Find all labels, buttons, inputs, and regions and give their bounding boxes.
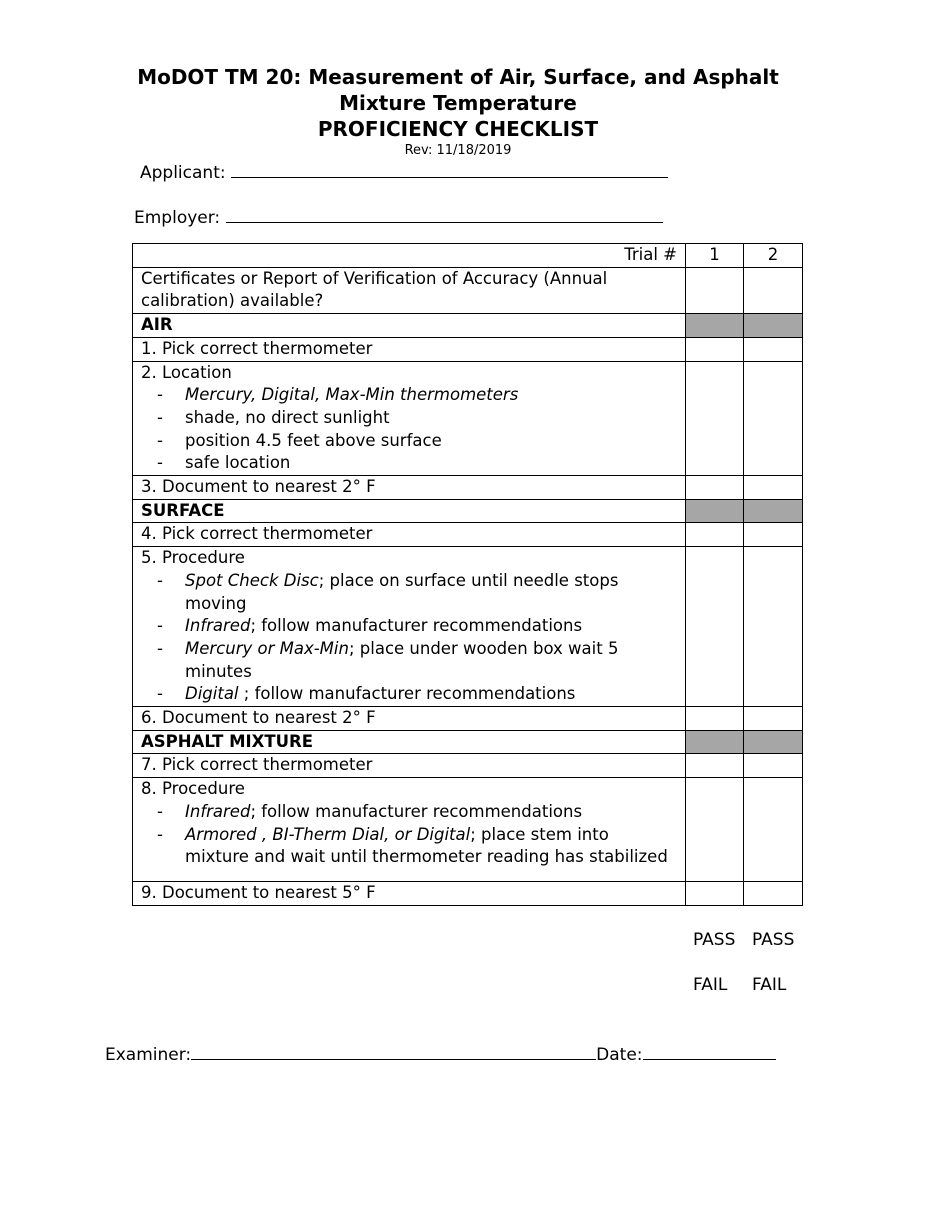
trial-1-check-cell[interactable] <box>686 754 744 778</box>
sub-item-method: Spot Check Disc <box>185 570 319 590</box>
item-label: 5. Procedure <box>141 548 245 568</box>
sub-item <box>141 407 677 430</box>
sub-item-method: Armored , BI-Therm Dial, or Digital <box>185 824 471 844</box>
trial-1-check-cell[interactable] <box>686 476 744 500</box>
trial-2-check-cell[interactable] <box>744 778 803 882</box>
sub-item <box>141 615 677 638</box>
trial-2-header: 2 <box>744 244 803 268</box>
proficiency-checklist-table <box>132 243 803 906</box>
sub-item <box>141 430 677 453</box>
trial-2-check-cell[interactable] <box>744 267 803 313</box>
dash-bullet: - <box>157 684 163 704</box>
section-heading-surface: SURFACE <box>133 499 686 523</box>
applicant-label: Applicant: <box>140 163 226 183</box>
checklist-item-5 <box>133 547 686 707</box>
document-title-line2: Mixture Temperature <box>339 91 577 115</box>
shaded-cell <box>686 730 744 754</box>
employer-label: Employer: <box>134 208 221 228</box>
examiner-label: Examiner: <box>105 1045 192 1065</box>
dash-bullet: - <box>157 430 163 450</box>
shaded-cell <box>686 314 744 338</box>
dash-bullet: - <box>157 824 163 844</box>
fail-option-trial-1[interactable]: FAIL <box>693 975 728 995</box>
sub-item-text: ; place under wooden box wait 5 minutes <box>185 638 619 681</box>
pass-option-trial-2[interactable]: PASS <box>752 930 795 950</box>
trial-2-check-cell[interactable] <box>744 881 803 905</box>
sub-item <box>141 801 677 824</box>
trial-2-check-cell[interactable] <box>744 476 803 500</box>
checklist-item-3: 3. Document to nearest 2° F <box>133 476 686 500</box>
dash-bullet: - <box>157 801 163 821</box>
shaded-cell <box>744 499 803 523</box>
trial-1-check-cell[interactable] <box>686 267 744 313</box>
sub-item-text: ; follow manufacturer recommendations <box>250 801 583 821</box>
checklist-heading: PROFICIENCY CHECKLIST <box>317 117 599 141</box>
item-label: 2. Location <box>141 362 232 382</box>
section-row <box>133 730 803 754</box>
trial-2-check-cell[interactable] <box>744 547 803 707</box>
sub-item-text: ; place stem into mixture and wait until thermometer reading has stabilized <box>185 824 668 867</box>
trial-1-check-cell[interactable] <box>686 361 744 476</box>
trial-1-check-cell[interactable] <box>686 523 744 547</box>
sub-item-text: position 4.5 feet above surface <box>185 430 442 450</box>
employer-field <box>134 205 663 228</box>
checklist-item-1: 1. Pick correct thermometer <box>133 337 686 361</box>
table-row <box>133 707 803 731</box>
dash-bullet: - <box>157 616 163 636</box>
sub-item <box>141 638 677 683</box>
sub-item-method: Digital <box>185 684 244 704</box>
sub-item-text: safe location <box>185 453 291 473</box>
checklist-item-8 <box>133 778 686 882</box>
date-input-line[interactable] <box>643 1042 776 1060</box>
table-row <box>133 754 803 778</box>
sub-item-text: ; follow manufacturer recommendations <box>250 616 583 636</box>
trial-1-check-cell[interactable] <box>686 547 744 707</box>
trial-2-check-cell[interactable] <box>744 337 803 361</box>
certificates-item: Certificates or Report of Verification of Accuracy (Annual calibration) available? <box>133 267 686 313</box>
trial-2-check-cell[interactable] <box>744 707 803 731</box>
trial-2-check-cell[interactable] <box>744 754 803 778</box>
table-row <box>133 547 803 707</box>
sub-item-method: Mercury or Max-Min <box>185 638 349 658</box>
table-row <box>133 778 803 882</box>
checklist-item-2 <box>133 361 686 476</box>
sub-item-method: Infrared <box>185 801 251 821</box>
document-title: MoDOT TM 20: Measurement of Air, Surface, and Asphalt <box>137 65 779 89</box>
sub-item-method: Infrared <box>185 616 251 636</box>
dash-bullet: - <box>157 385 163 405</box>
table-row <box>133 361 803 476</box>
dash-bullet: - <box>157 407 163 427</box>
pass-option-trial-1[interactable]: PASS <box>693 930 736 950</box>
trial-1-header: 1 <box>686 244 744 268</box>
table-row <box>133 267 803 313</box>
applicant-input-line[interactable] <box>231 160 668 178</box>
sub-item <box>141 824 677 869</box>
table-row <box>133 476 803 500</box>
trial-1-check-cell[interactable] <box>686 881 744 905</box>
dash-bullet: - <box>157 638 163 658</box>
trial-1-check-cell[interactable] <box>686 778 744 882</box>
trial-1-check-cell[interactable] <box>686 337 744 361</box>
sub-item <box>141 570 677 615</box>
trial-2-check-cell[interactable] <box>744 361 803 476</box>
sub-item-text: shade, no direct sunlight <box>185 407 390 427</box>
shaded-cell <box>744 314 803 338</box>
employer-input-line[interactable] <box>226 205 663 223</box>
shaded-cell <box>686 499 744 523</box>
section-heading-asphalt: ASPHALT MIXTURE <box>133 730 686 754</box>
section-heading-air: AIR <box>133 314 686 338</box>
table-row <box>133 523 803 547</box>
dash-bullet: - <box>157 570 163 590</box>
revision-date: Rev: 11/18/2019 <box>404 143 512 158</box>
table-row <box>133 337 803 361</box>
sub-item <box>141 683 677 706</box>
section-row <box>133 499 803 523</box>
trial-1-check-cell[interactable] <box>686 707 744 731</box>
sub-item-text: ; place on surface until needle stops moving <box>185 570 619 613</box>
trial-2-check-cell[interactable] <box>744 523 803 547</box>
checklist-item-4: 4. Pick correct thermometer <box>133 523 686 547</box>
date-label: Date: <box>596 1045 643 1065</box>
applicant-field <box>140 160 668 183</box>
sub-item-text: ; follow manufacturer recommendations <box>243 684 576 704</box>
trial-header-row <box>133 244 803 268</box>
examiner-field <box>105 1042 776 1065</box>
shaded-cell <box>744 730 803 754</box>
sub-item-text: Mercury, Digital, Max-Min thermometers <box>185 385 519 405</box>
fail-option-trial-2[interactable]: FAIL <box>752 975 787 995</box>
trial-label: Trial # <box>133 244 686 268</box>
checklist-item-7: 7. Pick correct thermometer <box>133 754 686 778</box>
dash-bullet: - <box>157 453 163 473</box>
checklist-item-6: 6. Document to nearest 2° F <box>133 707 686 731</box>
examiner-input-line[interactable] <box>191 1042 596 1060</box>
table-row <box>133 881 803 905</box>
item-label: 8. Procedure <box>141 779 245 799</box>
section-row <box>133 314 803 338</box>
checklist-item-9: 9. Document to nearest 5° F <box>133 881 686 905</box>
sub-item <box>141 452 677 475</box>
sub-item <box>141 384 677 407</box>
